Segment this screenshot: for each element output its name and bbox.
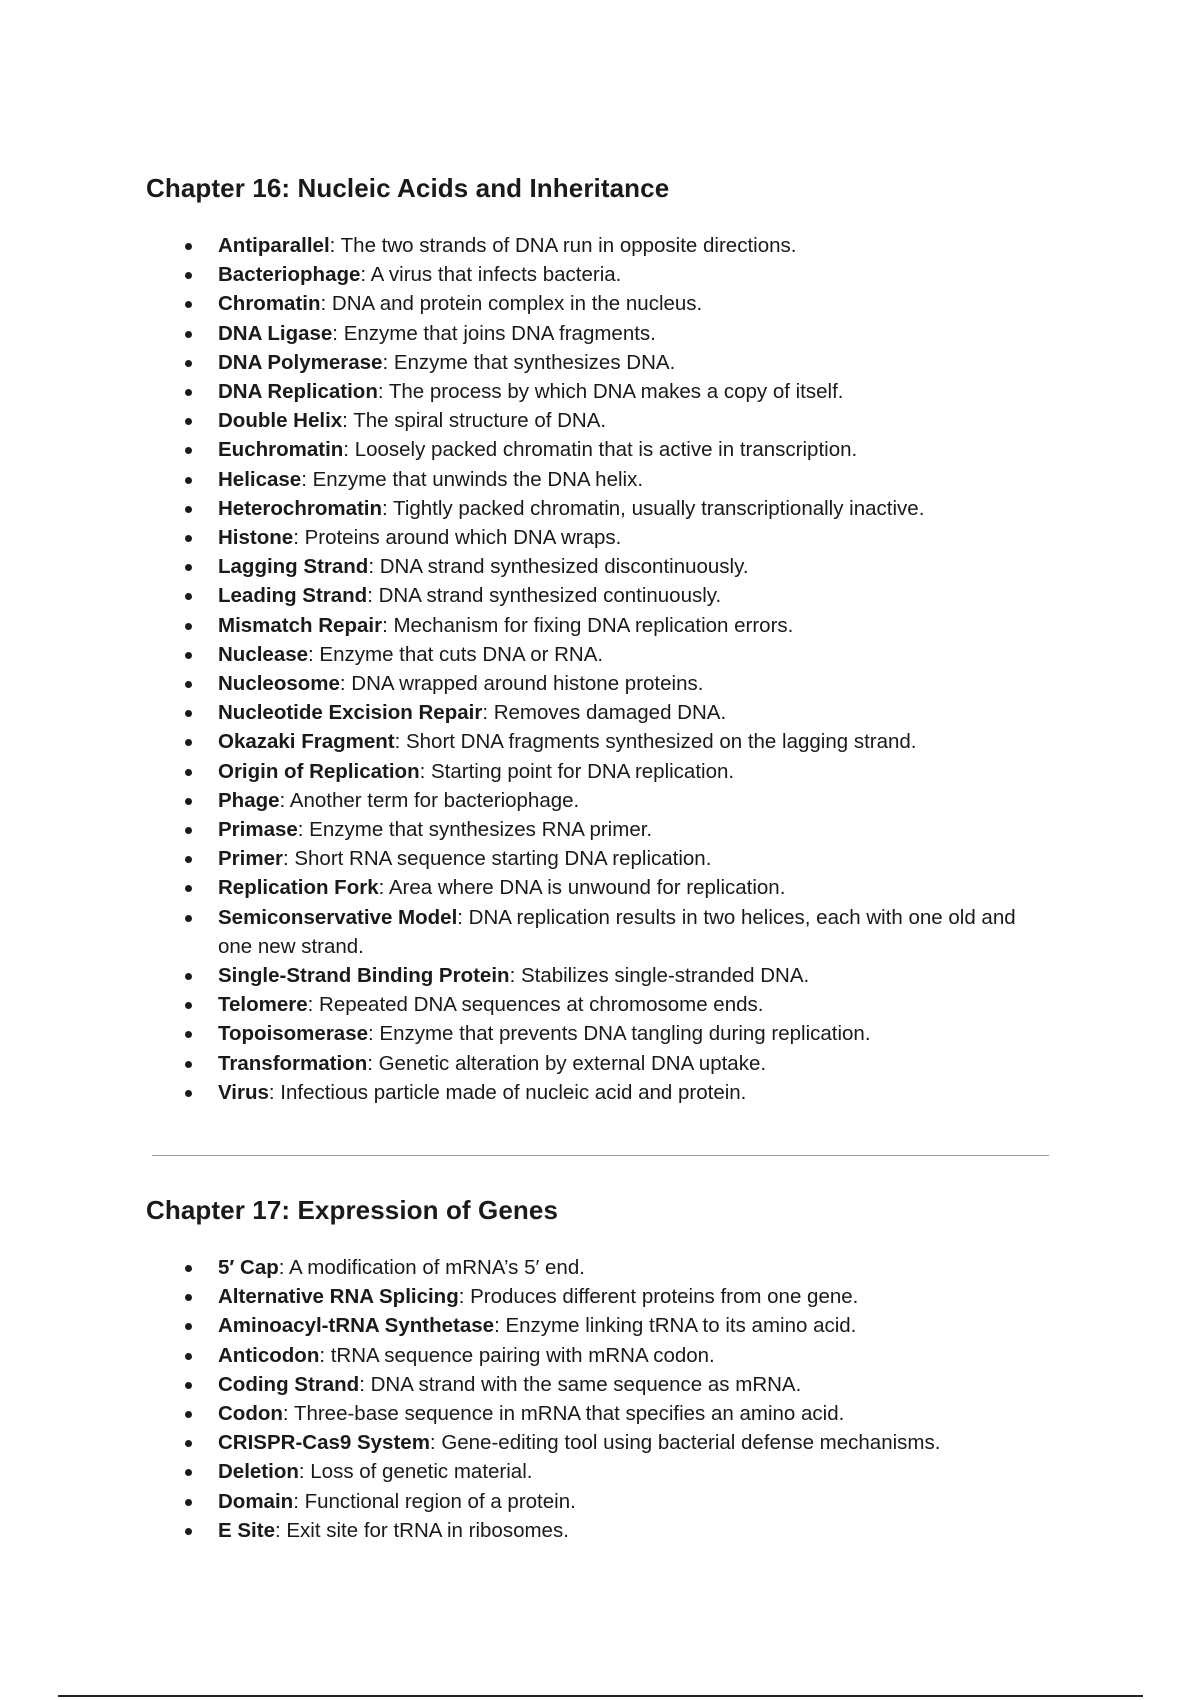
section-divider — [152, 1155, 1049, 1156]
glossary-definition: : Tightly packed chromatin, usually transcriptionally inactive. — [382, 496, 925, 520]
glossary-item — [0, 815, 1048, 844]
bullet-point — [185, 827, 192, 834]
glossary-definition: : Mechanism for fixing DNA replication errors. — [382, 613, 794, 637]
glossary-term: Telomere — [218, 993, 308, 1017]
glossary-definition: : Another term for bacteriophage. — [279, 788, 580, 812]
bullet-point — [185, 1411, 192, 1418]
bullet-point — [185, 418, 192, 425]
glossary-term: Deletion — [218, 1460, 299, 1484]
glossary-definition: : Loosely packed chromatin that is active in transcription. — [343, 438, 858, 462]
glossary-item — [0, 1399, 1048, 1428]
glossary-definition: : tRNA sequence pairing with mRNA codon. — [319, 1343, 715, 1367]
bullet-point — [185, 1499, 192, 1506]
glossary-definition: : Enzyme that prevents DNA tangling during replication. — [368, 1022, 871, 1046]
glossary-definition: : Three-base sequence in mRNA that specifies an amino acid. — [282, 1402, 845, 1426]
glossary-item — [0, 873, 1048, 902]
bullet-point — [185, 1469, 192, 1476]
glossary-definition: : DNA wrapped around histone proteins. — [339, 672, 704, 696]
bullet-point — [185, 1382, 192, 1389]
glossary-term: Semiconservative Model — [218, 905, 458, 929]
glossary-definition: : Enzyme linking tRNA to its amino acid. — [494, 1314, 857, 1338]
bullet-point — [185, 1323, 192, 1330]
glossary-definition: : The two strands of DNA run in opposite directions. — [329, 234, 797, 257]
glossary-item — [0, 727, 1048, 756]
page-bottom-rule — [58, 1695, 1143, 1697]
glossary-item — [0, 1078, 1048, 1107]
glossary-term: Aminoacyl-tRNA Synthetase — [218, 1314, 495, 1338]
glossary-term: Chromatin — [218, 292, 321, 316]
glossary-item — [0, 1253, 1048, 1282]
glossary-item — [0, 435, 1048, 464]
glossary-item — [0, 669, 1048, 698]
glossary-definition: : Enzyme that synthesizes RNA primer. — [297, 818, 653, 842]
glossary-term: Replication Fork — [218, 876, 379, 900]
chapter-17-title: Chapter 17: Expression of Genes — [146, 1195, 559, 1225]
glossary-term: Double Helix — [218, 409, 343, 433]
glossary-term: Leading Strand — [218, 584, 368, 608]
bullet-point — [185, 331, 192, 338]
bullet-point — [185, 477, 192, 484]
glossary-item — [0, 494, 1048, 523]
bullet-point — [185, 652, 192, 659]
bullet-point — [185, 301, 192, 308]
glossary-term: Nuclease — [218, 642, 309, 666]
glossary-term: DNA Replication — [218, 380, 378, 404]
glossary-item — [0, 698, 1048, 727]
glossary-item — [0, 1516, 1048, 1545]
glossary-term: 5′ Cap — [218, 1256, 279, 1279]
bullet-point — [185, 1002, 192, 1009]
glossary-item — [0, 990, 1048, 1019]
glossary-item — [0, 260, 1048, 289]
bullet-point — [185, 739, 192, 746]
glossary-item — [0, 1282, 1048, 1311]
chapter-16-title: Chapter 16: Nucleic Acids and Inheritance — [146, 173, 670, 203]
glossary-item — [0, 289, 1048, 318]
glossary-definition: : Gene-editing tool using bacterial defense mechanisms. — [429, 1431, 941, 1455]
glossary-item — [0, 581, 1048, 610]
glossary-term: Anticodon — [218, 1343, 320, 1367]
bullet-point — [185, 1061, 192, 1068]
chapter-17-glossary-list — [0, 1253, 1048, 1545]
glossary-item — [0, 961, 1048, 990]
glossary-definition: : Functional region of a protein. — [293, 1489, 576, 1513]
glossary-definition: : Proteins around which DNA wraps. — [293, 526, 622, 550]
glossary-term: Phage — [218, 788, 280, 812]
glossary-item — [0, 903, 1048, 961]
glossary-definition: : A virus that infects bacteria. — [360, 263, 622, 287]
bullet-point — [185, 1090, 192, 1097]
glossary-definition: : Starting point for DNA replication. — [419, 759, 735, 783]
glossary-definition: : Removes damaged DNA. — [482, 701, 727, 725]
glossary-term: Nucleosome — [218, 672, 340, 696]
glossary-term: Helicase — [218, 467, 302, 491]
bullet-point — [185, 885, 192, 892]
glossary-item — [0, 377, 1048, 406]
bullet-point — [185, 506, 192, 513]
glossary-item — [0, 523, 1048, 552]
glossary-definition: : Exit site for tRNA in ribosomes. — [274, 1518, 569, 1542]
glossary-definition: : Produces different proteins from one gene. — [458, 1285, 859, 1309]
glossary-term: Topoisomerase — [218, 1022, 368, 1046]
glossary-item — [0, 611, 1048, 640]
bullet-point — [185, 710, 192, 717]
glossary-item — [0, 465, 1048, 494]
glossary-term: Transformation — [218, 1051, 368, 1075]
bullet-point — [185, 915, 192, 922]
glossary-term: Nucleotide Excision Repair — [218, 701, 483, 725]
glossary-item — [0, 1049, 1048, 1078]
glossary-term: Codon — [218, 1402, 283, 1426]
glossary-item — [0, 1428, 1048, 1457]
glossary-term: Lagging Strand — [218, 555, 369, 579]
glossary-item — [0, 348, 1048, 377]
glossary-term: Euchromatin — [218, 438, 344, 462]
bullet-point — [185, 973, 192, 980]
bullet-point — [185, 623, 192, 630]
glossary-term: Virus — [218, 1080, 269, 1104]
glossary-definition: : A modification of mRNA’s 5′ end. — [278, 1256, 585, 1279]
bullet-point — [185, 1031, 192, 1038]
bullet-point — [185, 360, 192, 367]
bullet-point — [185, 272, 192, 279]
glossary-term: Heterochromatin — [218, 496, 383, 520]
glossary-item — [0, 786, 1048, 815]
glossary-definition: : Stabilizes single-stranded DNA. — [509, 964, 810, 988]
bullet-point — [185, 798, 192, 805]
glossary-definition: : Enzyme that joins DNA fragments. — [332, 321, 656, 345]
glossary-term: Domain — [218, 1489, 294, 1513]
glossary-definition: : DNA and protein complex in the nucleus. — [320, 292, 703, 316]
glossary-item — [0, 1311, 1048, 1340]
bullet-point — [185, 681, 192, 688]
glossary-definition: : Enzyme that unwinds the DNA helix. — [301, 467, 644, 491]
glossary-definition: : The spiral structure of DNA. — [342, 409, 607, 433]
glossary-term: Bacteriophage — [218, 263, 361, 287]
glossary-term: Alternative RNA Splicing — [218, 1285, 459, 1309]
bullet-point — [185, 243, 192, 250]
glossary-item — [0, 844, 1048, 873]
glossary-item — [0, 1370, 1048, 1399]
glossary-item — [0, 640, 1048, 669]
glossary-definition: : Area where DNA is unwound for replication. — [378, 876, 786, 900]
glossary-definition: : Short RNA sequence starting DNA replication. — [282, 847, 712, 871]
glossary-item — [0, 319, 1048, 348]
bullet-point — [185, 1528, 192, 1535]
glossary-item — [0, 406, 1048, 435]
glossary-definition: : DNA strand synthesized continuously. — [367, 584, 722, 608]
glossary-term: Single-Strand Binding Protein — [218, 964, 510, 988]
glossary-definition: : Enzyme that synthesizes DNA. — [382, 350, 676, 374]
glossary-definition: : DNA strand synthesized discontinuously. — [368, 555, 749, 579]
glossary-definition: : DNA replication results in two helices, each with one old and one new strand. — [218, 905, 1016, 958]
glossary-term: DNA Polymerase — [218, 350, 383, 374]
glossary-item — [0, 757, 1048, 786]
bullet-point — [185, 1265, 192, 1272]
glossary-definition: : Repeated DNA sequences at chromosome ends. — [307, 993, 764, 1017]
glossary-term: Origin of Replication — [218, 759, 420, 783]
glossary-definition: : Loss of genetic material. — [298, 1460, 533, 1484]
glossary-item — [0, 231, 1048, 260]
bullet-point — [185, 564, 192, 571]
glossary-item — [0, 1457, 1048, 1486]
glossary-term: Mismatch Repair — [218, 613, 383, 637]
glossary-definition: : The process by which DNA makes a copy of itself. — [377, 380, 844, 404]
bullet-point — [185, 593, 192, 600]
glossary-term: CRISPR-Cas9 System — [218, 1431, 430, 1455]
glossary-term: Coding Strand — [218, 1372, 360, 1396]
glossary-definition: : Short DNA fragments synthesized on the lagging strand. — [394, 730, 917, 754]
bullet-point — [185, 1294, 192, 1301]
glossary-item — [0, 1487, 1048, 1516]
glossary-term: Primase — [218, 818, 298, 842]
glossary-term: DNA Ligase — [218, 321, 333, 345]
glossary-definition: : DNA strand with the same sequence as mRNA. — [359, 1372, 802, 1396]
glossary-definition: : Infectious particle made of nucleic acid and protein. — [268, 1080, 747, 1104]
glossary-definition: : Genetic alteration by external DNA uptake. — [367, 1051, 767, 1075]
bullet-point — [185, 769, 192, 776]
bullet-point — [185, 535, 192, 542]
glossary-term: Antiparallel — [218, 234, 330, 257]
glossary-term: Primer — [218, 847, 283, 871]
glossary-item — [0, 1341, 1048, 1370]
glossary-term: E Site — [218, 1518, 275, 1542]
bullet-point — [185, 389, 192, 396]
chapter-16-glossary-list — [0, 231, 1048, 1107]
glossary-item — [0, 1019, 1048, 1048]
glossary-item — [0, 552, 1048, 581]
bullet-point — [185, 1353, 192, 1360]
glossary-definition: : Enzyme that cuts DNA or RNA. — [308, 642, 604, 666]
glossary-term: Histone — [218, 526, 294, 550]
bullet-point — [185, 447, 192, 454]
bullet-point — [185, 856, 192, 863]
glossary-term: Okazaki Fragment — [218, 730, 395, 754]
bullet-point — [185, 1440, 192, 1447]
